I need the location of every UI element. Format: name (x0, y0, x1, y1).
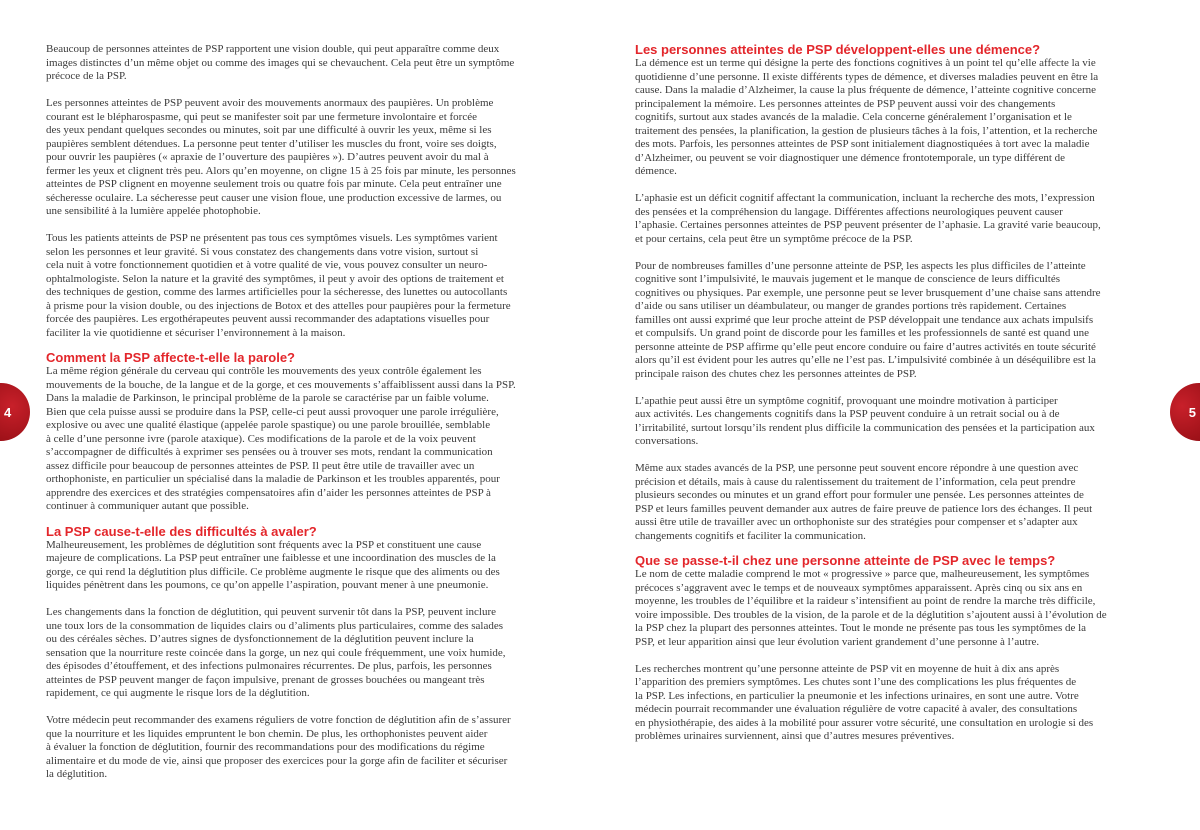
paragraph (46, 714, 571, 782)
text-line: PSP et leurs familles peuvent demander aux autres de faire preuve de patience lors des échanges. Il peut (635, 502, 1093, 515)
text-line: pour ouvrir les paupières (« apraxie de l’ouverture des paupières »). D’autres peuvent avoir du mal à (46, 151, 489, 163)
text-line: Pour de nombreuses familles d’une personne atteinte de PSP, les aspects les plus difficiles de l’atteinte (635, 259, 1086, 272)
text-line: des techniques de gestion, comme des larmes artificielles pour la sécheresse, des lunettes ou autocollants (46, 286, 508, 298)
text-line: d’aide ou sans utiliser un déambulateur, ou manger de grandes portions très rapidement. Certaines (635, 300, 1067, 312)
text-line: principale raison des chutes chez les personnes atteintes de PSP. (635, 367, 917, 380)
text-line: en physiothérapie, des aides à la mobilité pour assurer votre sécurité, une consultation en urologie si des (635, 716, 1094, 729)
text-line: cognitive sont l’impulsivité, le mauvais jugement et le manque de conscience de leurs difficultés (635, 273, 1061, 285)
text-line: forcée des paupières. Les ergothérapeutes peuvent aussi recommander des adaptations visuelles pour (46, 313, 490, 325)
text-line: voire impossible. Des troubles de la vision, de la parole et de la déglutition s’ajoutent aussi à l’évolution de (635, 608, 1107, 621)
text-line: des yeux pendant quelques secondes ou minutes, soit par une difficulté à ouvrir les yeux, même si les (46, 124, 492, 136)
text-line: personne atteinte de PSP affirme qu’elle peut encore conduire ou faire d’autres activités en toute sécurité (635, 340, 1096, 353)
text-line: la déglutition. (46, 768, 108, 780)
text-line: cognitives ou physiques. Par exemple, une personne peut se lever brusquement d’une chaise sans attendre (635, 286, 1101, 299)
paragraph (635, 663, 1160, 744)
text-line: Malheureusement, les problèmes de déglutition sont fréquents avec la PSP et constituent une cause (46, 538, 482, 551)
text-line: à évaluer la fonction de déglutition, fournir des recommandations pour des modifications du régime (46, 741, 485, 753)
section-heading: Les personnes atteintes de PSP développent-elles une démence? (635, 42, 1041, 57)
text-line: cause. Dans la maladie d’Alzheimer, la cause la plus fréquente de démence, l’atteinte cognitive concerne (635, 84, 1097, 96)
text-line: des épisodes d’étouffement, et des infections pulmonaires récurrentes. De plus, parfois, les personnes (46, 660, 492, 672)
text-line: apprendre des exercices et des stratégies compensatoires afin d’aider les personnes atteintes de PSP à (46, 486, 491, 499)
text-line: La démence est un terme qui désigne la perte des fonctions cognitives à un point tel qu’elle affecte la vie (635, 57, 1096, 69)
paragraph (46, 365, 571, 514)
text-line: liquides pénètrent dans les poumons, ce qu’on appelle l’aspiration, pouvant mener à une pneumonie. (46, 579, 489, 591)
text-line: sensation que la nourriture reste coincée dans la gorge, un nez qui coule fréquemment, une voix humide, (46, 646, 506, 659)
text-line: précision et détails, mais à cause du ralentissement du traitement de l’information, cela peut prendre (635, 475, 1076, 488)
text-line: L’apathie peut aussi être un symptôme cognitif, provoquant une moindre motivation à participer (635, 394, 1058, 407)
text-line: Le nom de cette maladie comprend le mot « progressive » parce que, malheureusement, les symptômes (635, 568, 1090, 580)
text-line: et pour certains, cela peut être un symptôme précoce de la PSP. (635, 232, 913, 245)
text-line: à celle d’une personne ivre (parole ataxique). Ces modifications de la parole et de la voix peuvent (46, 432, 476, 445)
text-line: La même région générale du cerveau qui contrôle les mouvements des yeux contrôle également les (46, 365, 482, 377)
text-line: Même aux stades avancés de la PSP, une personne peut souvent encore répondre à une question avec (635, 462, 1079, 474)
text-line: l’irritabilité, surtout lorsqu’ils rendent plus difficile la communication des pensées et la participation aux (635, 421, 1095, 434)
text-line: Les personnes atteintes de PSP peuvent avoir des mouvements anormaux des paupières. Un problème (46, 97, 494, 109)
text-line: précoces s’aggravent avec le temps et de nouveaux symptômes apparaissent. Après cinq ou six ans en (635, 581, 1083, 594)
paragraph (46, 232, 571, 340)
text-line: selon les personnes et leur gravité. Si vous constatez des changements dans votre vision, surtout si (46, 245, 479, 258)
section-heading: La PSP cause-t-elle des difficultés à avaler? (46, 523, 317, 539)
text-line: rapidement, ce qui augmente le risque lors de la déglutition. (46, 687, 310, 699)
text-line: alimentaire et du mode de vie, ainsi que proposer des exercices pour la gorge afin de faciliter et sécuriser (46, 754, 508, 767)
text-line: ophtalmologiste. Selon la nature et la gravité des symptômes, il peut y avoir des options de traitement et (46, 272, 504, 285)
text-line: d’Alzheimer, ou peuvent se voir diagnostiquer une démence frontotemporale, un type différent de (635, 151, 1066, 164)
text-line: médecin pourrait recommander une évaluation régulière de votre capacité à avaler, des consultations (635, 703, 1078, 715)
page-number-badge-right: 5 (1170, 383, 1200, 441)
text-line: plusieurs secondes ou minutes et un grand effort pour formuler une pensée. Les personnes atteintes de (635, 489, 1084, 501)
text-line: PSP, et leur apparition ainsi que leur évolution varient grandement d’une personne à l’autre. (635, 635, 1040, 648)
page-4-column (46, 43, 571, 795)
text-line: à prisme pour la vision double, ou des injections de Botox et des attelles pour paupières pour la fermeture (46, 299, 511, 312)
text-line: précoce de la PSP. (46, 70, 127, 82)
page-number-badge-left: 4 (0, 383, 30, 441)
paragraph (635, 260, 1160, 382)
text-line: assez difficile pour beaucoup de personnes atteintes de PSP. Il peut être utile de travailler avec un (46, 459, 475, 472)
text-line: la PSP chez la plupart des personnes atteintes. Tout le monde ne présente pas tous les symptômes de la (635, 622, 1087, 634)
text-line: paupières semblent détendues. La personne peut tenter d’utiliser les muscles du front, voire ses doigts, (46, 137, 497, 150)
text-line: courant est le blépharospasme, qui peut se manifester soit par une fermeture involontaire et forcée (46, 110, 477, 123)
text-line: l’apparition des premiers symptômes. Les chutes sont l’une des complications les plus fréquentes de (635, 676, 1077, 688)
text-line: cela nuit à votre fonctionnement quotidien et à votre qualité de vie, vous pouvez consulter un neuro- (46, 259, 488, 271)
text-line: Bien que cela puisse aussi se produire dans la PSP, celle-ci peut aussi provoquer une parole irrégulière, (46, 405, 499, 418)
paragraph (46, 606, 571, 701)
text-line: atteintes de PSP clignent en moyenne seulement trois ou quatre fois par minute. Cela peut entraîner une (46, 178, 502, 190)
text-line: familles ont aussi exprimé que leur proche atteint de PSP développait une tendance aux achats impulsifs (635, 313, 1094, 326)
text-line: sécheresse oculaire. La sécheresse peut causer une vision floue, une production excessive de larmes, ou (46, 191, 502, 204)
text-line: une sensibilité à la lumière appelée photophobie. (46, 205, 261, 217)
text-line: l’aphasie. Certaines personnes atteintes de PSP peuvent présenter de l’aphasie. La gravité varie beaucoup, (635, 219, 1101, 231)
text-line: Tous les patients atteints de PSP ne présentent pas tous ces symptômes visuels. Les symptômes varient (46, 232, 498, 244)
text-line: Les recherches montrent qu’une personne atteinte de PSP vit en moyenne de huit à dix ans après (635, 662, 1060, 675)
text-line: problèmes urinaires surviennent, ainsi que d’autres mesures préventives. (635, 730, 955, 742)
text-line: faciliter la vie quotidienne et sécuriser l’environnement à la maison. (46, 326, 346, 339)
text-line: images distinctes d’un même objet ou comme des images qui se chevauchent. Cela peut être un symptôme (46, 56, 515, 69)
paragraph (635, 395, 1160, 449)
text-line: et compulsifs. Un grand point de discorde pour les familles et les professionnels de santé est quand une (635, 327, 1089, 339)
text-line: que la nourriture et les liquides empruntent le bon chemin. De plus, les orthophonistes peuvent aider (46, 727, 488, 740)
text-line: orthophoniste, en particulier un spécialisé dans la maladie de Parkinson et les troubles apparentés, pour (46, 473, 500, 485)
text-line: traitement des pensées, la planification, la gestion de plusieurs tâches à la fois, l’attention, et la recherche (635, 124, 1098, 137)
text-line: ou des céréales sèches. D’autres signes de dysfonctionnement de la déglutition peuvent inclure la (46, 633, 474, 645)
text-line: majeure de complications. La PSP peut entraîner une faiblesse et une incoordination des muscles de la (46, 552, 496, 564)
text-line: aussi être utile de travailler avec un orthophoniste sur des stratégies pour compenser et s’adapter aux (635, 516, 1078, 528)
paragraph (635, 192, 1160, 246)
text-line: changements cognitifs et faciliter la communication. (635, 529, 866, 542)
section-heading: Comment la PSP affecte-t-elle la parole? (46, 350, 295, 365)
text-line: continuer à communiquer autant que possible. (46, 500, 249, 512)
text-line: L’aphasie est un déficit cognitif affectant la communication, incluant la recherche des mots, l’expression (635, 192, 1095, 204)
section-heading: Que se passe-t-il chez une personne atteinte de PSP avec le temps? (635, 553, 1056, 568)
text-line: mouvements de la bouche, de la langue et de la gorge, et ces mouvements s’affaiblissent aussi dans la PSP. (46, 378, 516, 391)
text-line: s’accompagner de difficultés à exprimer ses pensées ou à trouver ses mots, rendant la communication (46, 446, 493, 458)
paragraph (635, 568, 1160, 649)
text-line: conversations. (635, 435, 699, 447)
text-line: aux activités. Les changements cognitifs dans la PSP peuvent conduire à un retrait social ou à de (635, 408, 1060, 420)
paragraph (635, 57, 1160, 179)
text-line: démence. (635, 165, 677, 177)
paragraph (46, 97, 571, 219)
paragraph (635, 462, 1160, 543)
text-line: des pensées et la compréhension du langage. Différentes affections neurologiques peuvent causer (635, 205, 1063, 218)
text-line: la PSP. Les infections, en particulier la pneumonie et les infections urinaires, en sont une autre. Votre (635, 689, 1079, 702)
text-line: cognitifs, surtout aux stades avancés de la maladie. Cela concerne généralement l’organisation et le (635, 111, 1072, 123)
text-line: principalement la mémoire. Les personnes atteintes de PSP peuvent aussi voir des changements (635, 97, 1056, 110)
text-line: explosive ou avec une qualité élastique (appelée parole spastique) ou une parole brouillée, semblable (46, 419, 491, 431)
text-line: alors qu’il est évident pour les autres qu’elle ne l’est pas. L’impulsivité combinée à un déséquilibre est la (635, 354, 1096, 366)
paragraph (46, 539, 571, 593)
text-line: une toux lors de la consommation de liquides clairs ou d’aliments plus particulaires, comme des salades (46, 619, 503, 632)
text-line: Votre médecin peut recommander des examens réguliers de votre fonction de déglutition afin de s’assurer (46, 714, 511, 726)
text-line: moyenne, les troubles de l’équilibre et la raideur s’intensifient au point de rendre la marche très difficile, (635, 595, 1096, 607)
text-line: atteintes de PSP peuvent manger de façon impulsive, prenant de grosses bouchées ou mangeant très (46, 673, 485, 686)
text-line: Les changements dans la fonction de déglutition, qui peuvent survenir tôt dans la PSP, peuvent inclure (46, 606, 496, 618)
text-line: gorge, ce qui rend la déglutition plus difficile. Ce problème augmente le risque que des aliments ou des (46, 565, 500, 578)
text-line: Beaucoup de personnes atteintes de PSP rapportent une vision double, qui peut apparaître comme deux (46, 43, 500, 55)
text-line: Dans la maladie de Parkinson, le principal problème de la parole se caractérise par un faible volume. (46, 392, 489, 404)
paragraph (46, 43, 571, 84)
page-5-column (635, 43, 1160, 757)
text-line: fermer les yeux et clignent très peu. Alors qu’en moyenne, on cligne 15 à 25 fois par minute, les personnes (46, 164, 516, 177)
text-line: quotidienne d’une personne. Il existe différents types de démence, et diverses maladies peuvent en être la (635, 70, 1099, 83)
text-line: des mots. Parfois, les personnes atteintes de PSP sont initialement diagnostiquées à tort avec la maladie (635, 138, 1090, 150)
